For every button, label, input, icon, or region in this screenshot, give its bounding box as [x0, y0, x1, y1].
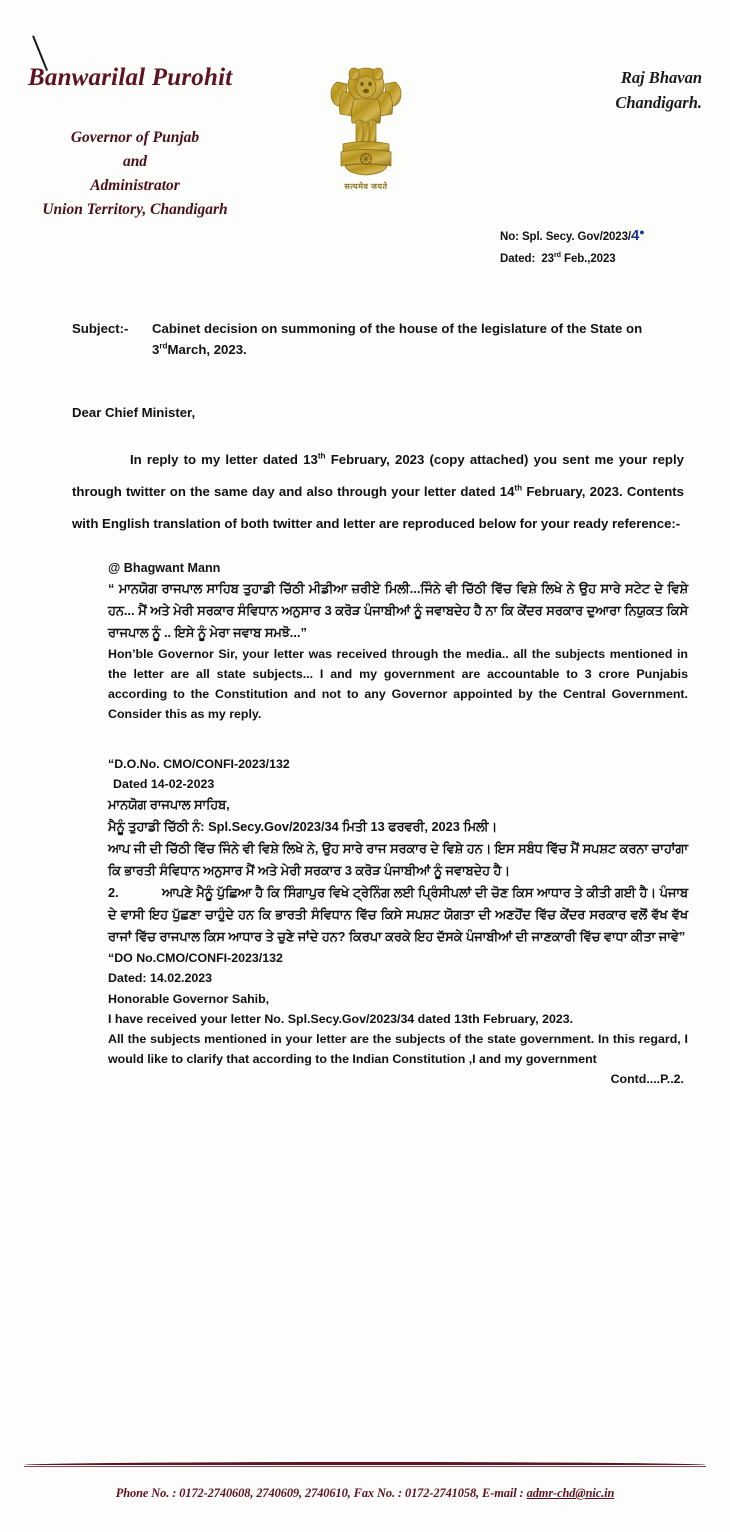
opening-part-3: February, 2023. Contents with English translation of both twitter and letter are reproduced below for your ready reference:-	[72, 484, 684, 532]
paragraph-2-number: 2.	[108, 885, 119, 901]
dated-day: 23	[541, 253, 554, 265]
subject-line-2-ordinal: rd	[159, 341, 168, 351]
emblem-motto: सत्यमेव जयते	[344, 182, 388, 191]
governor-titles	[20, 126, 250, 222]
ink-dot-mark: ●	[639, 227, 645, 238]
subject-line-2-rest: March, 2023.	[167, 342, 247, 358]
subject-text	[152, 318, 690, 361]
dated-row	[500, 249, 645, 270]
twitter-handle: @ Bhagwant Mann	[108, 560, 221, 575]
footer-divider-secondary	[24, 1466, 706, 1467]
state-emblem-of-india-icon	[318, 52, 414, 192]
subject-label: Subject:-	[72, 321, 129, 336]
dated-label: Dated:	[500, 253, 536, 265]
dated-rest: Feb.,2023	[564, 253, 616, 265]
reference-block	[500, 222, 645, 270]
letter-body	[0, 318, 730, 1086]
do-letter-paragraph-2-punjabi	[108, 882, 688, 948]
governor-title-line-4: Union Territory, Chandigarh	[42, 201, 228, 219]
opening-sup-2: th	[514, 483, 523, 493]
twitter-quote-english: Hon’ble Governor Sir, your letter was received through the media.. all the subjects mentioned in the letter are all state subjects... I and my government are accountable to 3 crore Punjabis according to the Constitution and not to any Governor appointed by the Central Government. Consider this as my reply.	[108, 646, 688, 722]
do-letter-salutation-english: Honorable Governor Sahib,	[108, 991, 270, 1006]
governor-title-line-3: Administrator	[90, 177, 180, 195]
footer-email-link[interactable]: admr-chd@nic.in	[526, 1486, 615, 1500]
address-line-2: Chandigarh.	[615, 92, 702, 112]
opening-part-1: In reply to my letter dated 13	[130, 451, 318, 467]
letterhead-header	[0, 0, 730, 270]
do-letter-reference: “D.O.No. CMO/CONFI-2023/132	[108, 757, 290, 772]
twitter-quote-punjabi: “ ਮਾਨਯੋਗ ਰਾਜਪਾਲ ਸਾਹਿਬ ਤੁਹਾਡੀ ਚਿੱਠੀ ਮੀਡੀਆ ਜ਼ਰੀਏ ਮਿਲੀ...ਜਿੰਨੇ ਵੀ ਚਿੱਠੀ ਵਿੱਚ ਵਿਸ਼ੇ ਲਿਖੇ ਨੇ ਉਹ ਸਾਰੇ ਸਟੇਟ ਦੇ ਵਿਸ਼ੇ ਹਨ... ਮੈਂ ਅਤੇ ਮੇਰੀ ਸਰਕਾਰ ਸੰਵਿਧਾਨ ਅਨੁਸਾਰ 3 ਕਰੋੜ ਪੰਜਾਬੀਆਂ ਨੂੰ ਜਵਾਬਦੇਹ ਹੈ ਨਾ ਕਿ ਕੇਂਦਰ ਸਰਕਾਰ ਦੁਆਰਾ ਨਿਯੁਕਤ ਕਿਸੇ ਰਾਜਪਾਲ ਨੂੰ .. ਇਸੇ ਨੂੰ ਮੇਰਾ ਜਵਾਬ ਸਮਝੋ...”	[108, 580, 688, 640]
do-letter-date: Dated 14-02-2023	[113, 777, 215, 792]
subject-line-2-day: 3	[152, 342, 160, 358]
reference-number-row	[500, 222, 645, 249]
continued-marker: Contd....P..2.	[610, 1071, 684, 1086]
do-letter-paragraph-english: All the subjects mentioned in your letter are the subjects of the state government. In this regard, I would like to clarify that according to the Indian Constitution ,I and my government	[108, 1031, 688, 1066]
do-letter-date-english: Dated: 14.02.2023	[108, 971, 213, 986]
do-letter-reference-english: “DO No.CMO/CONFI-2023/132	[108, 951, 283, 966]
governor-title-line-2: and	[122, 153, 148, 171]
quoted-content-block	[108, 561, 688, 1086]
do-letter-received-line-english: I have received your letter No. Spl.Secy.Gov/2023/34 dated 13th February, 2023.	[108, 1011, 574, 1026]
opening-paragraph	[72, 444, 684, 541]
salutation: Dear Chief Minister,	[72, 404, 196, 420]
opening-sup-1: th	[317, 451, 326, 461]
governor-name: Banwarilal Purohit	[28, 64, 233, 91]
reference-number-prefix: No: Spl. Secy. Gov/2023/	[500, 231, 631, 243]
footer-contact-details	[0, 1486, 730, 1501]
paragraph-2-text: ਆਪਣੇ ਮੈਨੂੰ ਪੁੱਛਿਆ ਹੈ ਕਿ ਸਿੰਗਾਪੁਰ ਵਿਖੇ ਟ੍ਰੇਨਿੰਗ ਲਈ ਪ੍ਰਿੰਸੀਪਲਾਂ ਦੀ ਚੋਣ ਕਿਸ ਆਧਾਰ ਤੇ ਕੀਤੀ ਗਈ ਹੈ। ਪੰਜਾਬ ਦੇ ਵਾਸੀ ਇਹ ਪੁੱਛਣਾ ਚਾਹੁੰਦੇ ਹਨ ਕਿ ਭਾਰਤੀ ਸੰਵਿਧਾਨ ਵਿੱਚ ਕਿਸੇ ਸਪਸ਼ਟ ਯੋਗਤਾ ਦੀ ਅਣਹੋਂਦ ਵਿੱਚ ਕੇਂਦਰ ਸਰਕਾਰ ਵਲੋਂ ਵੱਖ ਵੱਖ ਰਾਜਾਂ ਵਿੱਚ ਰਾਜਪਾਲ ਕਿਸ ਆਧਾਰ ਤੇ ਚੁਣੇ ਜਾਂਦੇ ਹਨ? ਕਿਰਪਾ ਕਰਕੇ ਇਹ ਦੱਸਕੇ ਪੰਜਾਬੀਆਂ ਦੀ ਜਾਣਕਾਰੀ ਵਿੱਚ ਵਾਧਾ ਕੀਤਾ ਜਾਵੇ”	[108, 885, 688, 945]
spacer	[108, 724, 688, 754]
do-letter-paragraph-1-punjabi: ਆਪ ਜੀ ਦੀ ਚਿੱਠੀ ਵਿੱਚ ਜਿੰਨੇ ਵੀ ਵਿਸ਼ੇ ਲਿਖੇ ਨੇ, ਉਹ ਸਾਰੇ ਰਾਜ ਸਰਕਾਰ ਦੇ ਵਿਸ਼ੇ ਹਨ। ਇਸ ਸਬੰਧ ਵਿੱਚ ਮੈਂ ਸਪਸ਼ਟ ਕਰਨਾ ਚਾਹਾਂਗਾ ਕਿ ਭਾਰਤੀ ਸੰਵਿਧਾਨ ਅਨੁਸਾਰ ਮੈਂ ਅਤੇ ਮੇਰੀ ਸਰਕਾਰ 3 ਕਰੋੜ ਪੰਜਾਬੀਆਂ ਨੂੰ ਜਵਾਬਦੇਹ ਹੈ।	[108, 841, 688, 879]
do-letter-received-line-punjabi: ਮੈਨੂੰ ਤੁਹਾਡੀ ਚਿੱਠੀ ਨੰ: Spl.Secy.Gov/2023/34 ਮਿਤੀ 13 ਫਰਵਰੀ, 2023 ਮਿਲੀ।	[108, 819, 498, 835]
raj-bhavan-address	[615, 66, 702, 116]
subject-row	[72, 318, 690, 361]
dated-ordinal: rd	[553, 251, 561, 260]
governor-title-line-1: Governor of Punjab	[70, 129, 200, 146]
address-line-1: Raj Bhavan	[620, 68, 702, 87]
do-letter-salutation-punjabi: ਮਾਨਯੋਗ ਰਾਜਪਾਲ ਸਾਹਿਬ,	[108, 797, 230, 813]
reference-number-handwritten: 4	[630, 227, 640, 244]
footer-divider	[24, 1462, 706, 1465]
opening-part-2: February, 2023 (copy attached) you sent me your reply through twitter on the same day and also through your letter dated 14	[72, 451, 684, 500]
letterhead-footer	[0, 1456, 730, 1518]
subject-line-1: Cabinet decision on summoning of the house of the legislature of the State on	[152, 321, 643, 336]
footer-phone-fax: Phone No. : 0172-2740608, 2740609, 2740610, Fax No. : 0172-2741058, E-mail :	[115, 1486, 527, 1500]
